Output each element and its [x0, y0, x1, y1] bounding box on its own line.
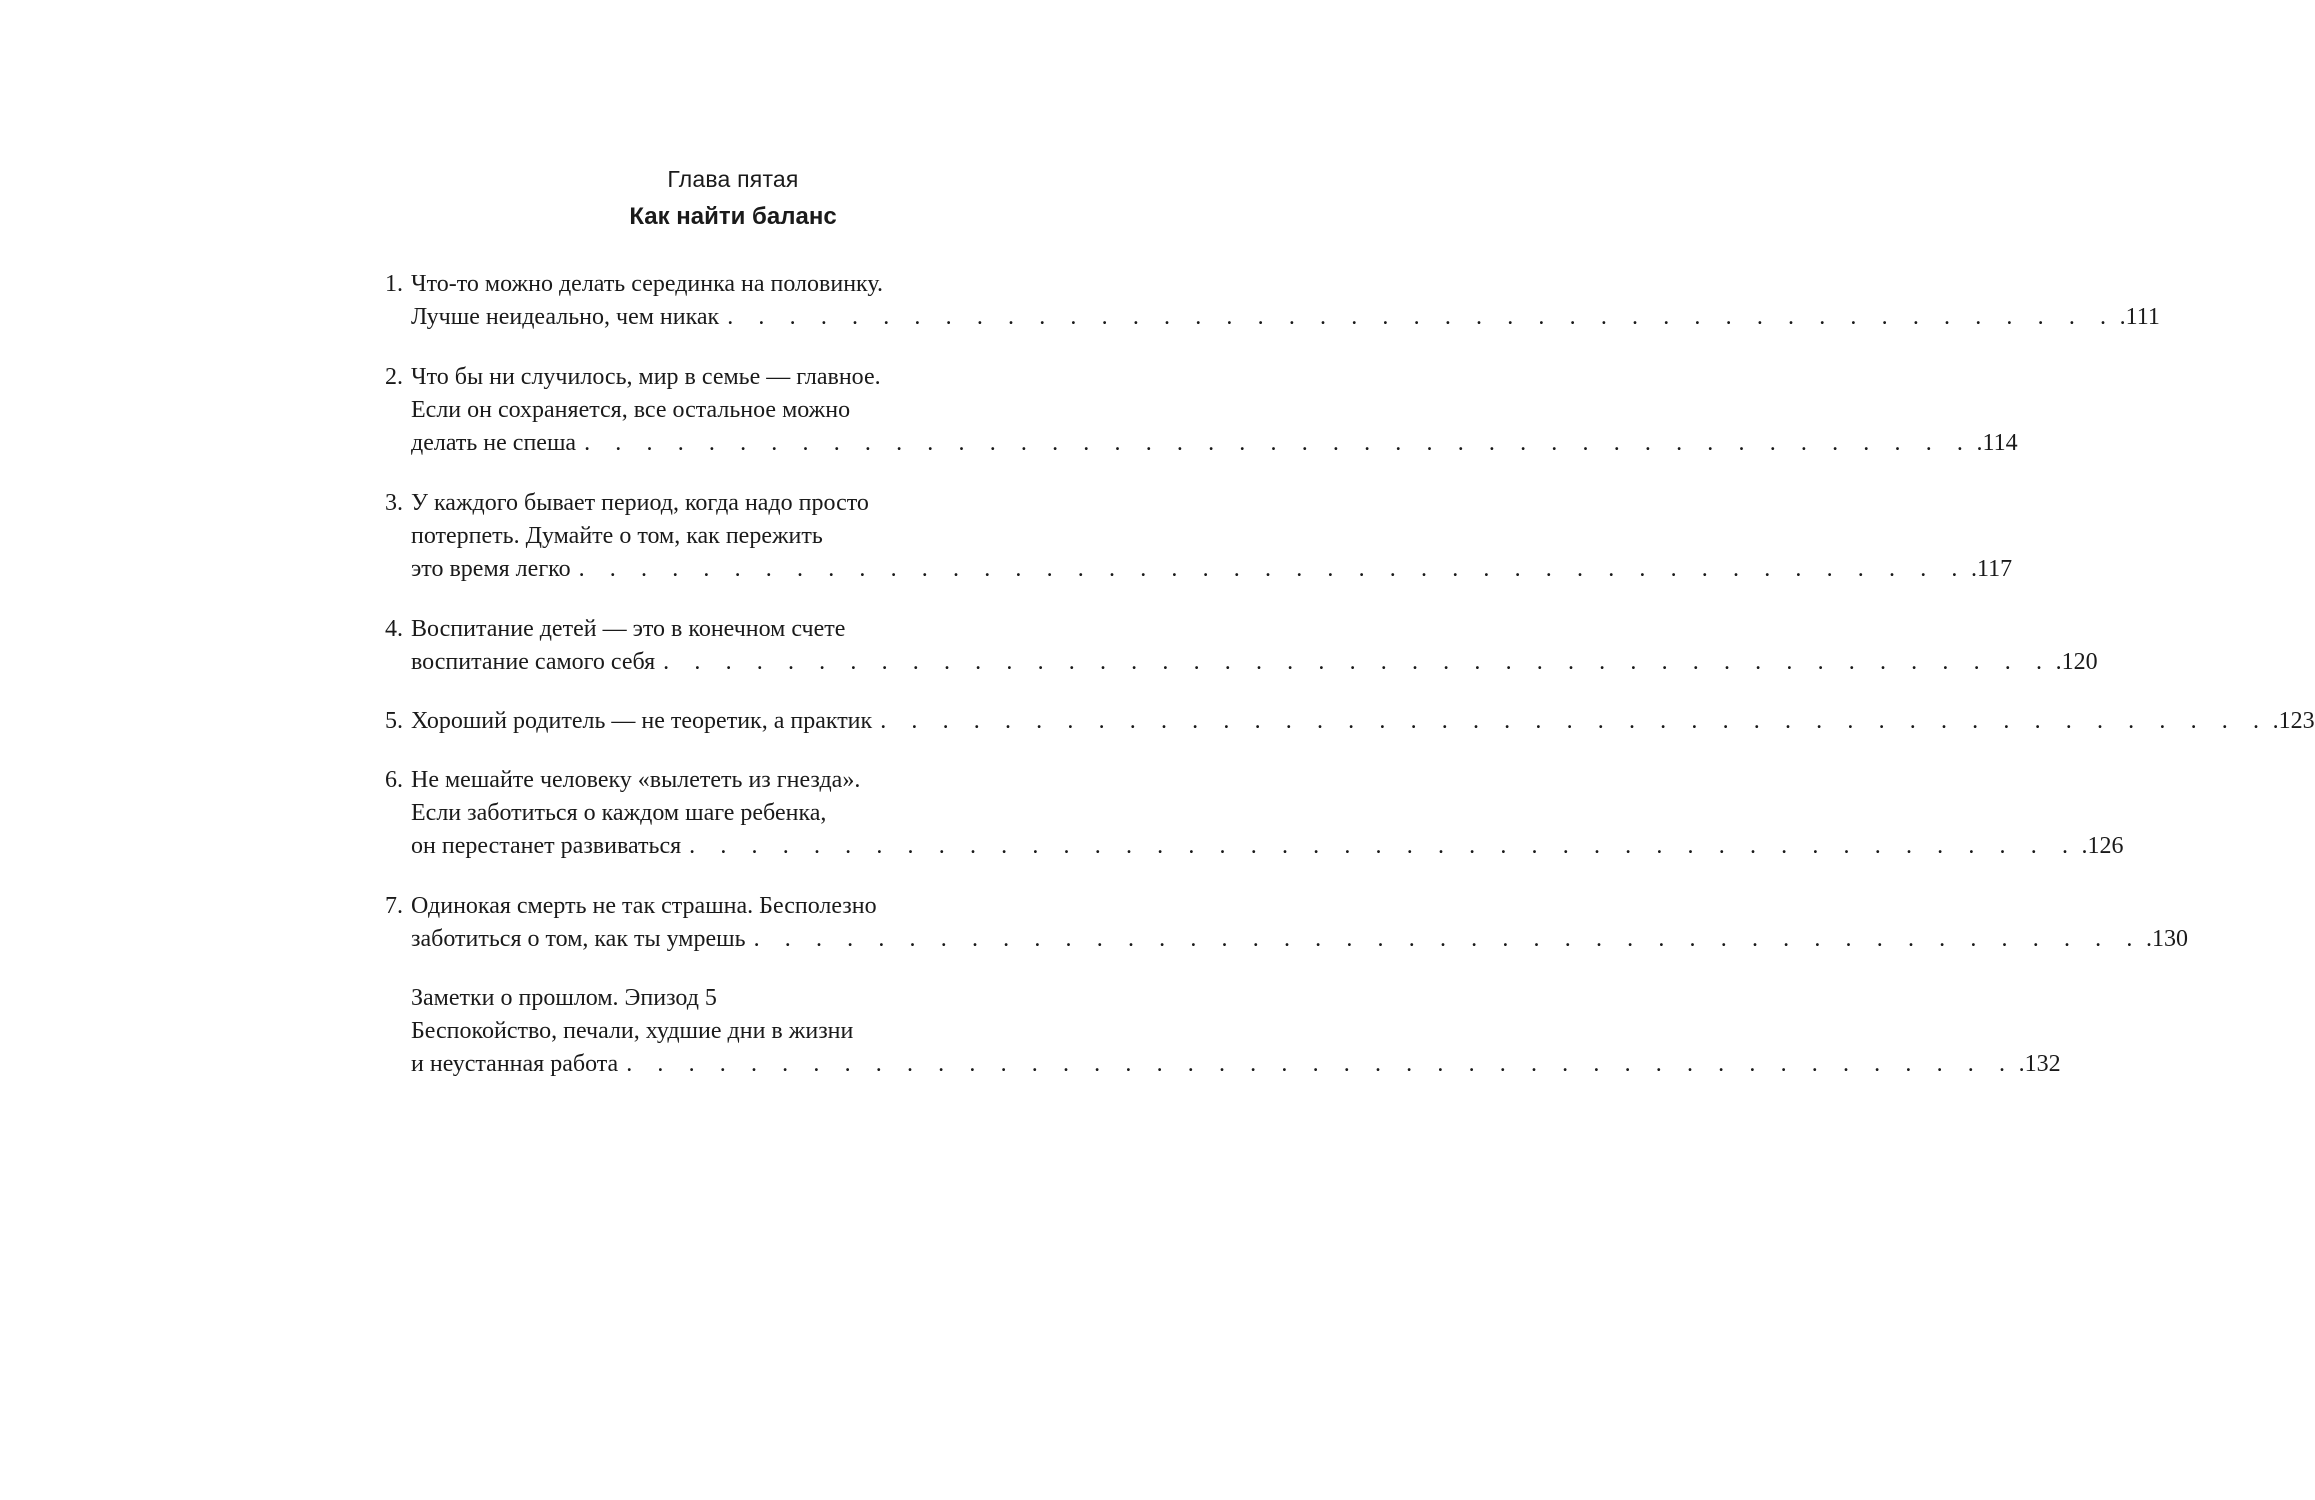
entry-line: Не мешайте человеку «вылететь из гнезда». — [411, 767, 861, 793]
entry-line: и неустанная работа — [411, 1051, 619, 1077]
page-number: .114 — [1976, 430, 2018, 456]
dot-leader: . . . . . . . . . . . . . . . . . . . . . . . . . . . . . . . . . . . . . . . . . . . . . — [689, 833, 2078, 859]
entry-line: Хороший родитель — не теоретик, а практик — [411, 708, 873, 734]
toc-entry — [385, 361, 2018, 460]
entry-line: воспитание самого себя — [411, 649, 656, 675]
entry-number: 7. — [385, 893, 403, 919]
dot-leader: . . . . . . . . . . . . . . . . . . . . . . . . . . . . . . . . . . . . . . . . . . . . . — [626, 1051, 2015, 1077]
entry-line: Воспитание детей — это в конечном счете — [411, 616, 846, 642]
toc-entry — [385, 613, 2098, 679]
entry-body — [411, 705, 2315, 738]
entry-number: 6. — [385, 767, 403, 793]
entry-line: делать не спеша — [411, 430, 577, 456]
dot-leader: . . . . . . . . . . . . . . . . . . . . . . . . . . . . . . . . . . . . . . . . . . . . . — [584, 430, 1973, 456]
entry-number: 2. — [385, 364, 403, 390]
entry-line: заботиться о том, как ты умрешь — [411, 926, 746, 952]
toc-entry — [385, 268, 2160, 334]
page-number: .123 — [2272, 708, 2315, 734]
entry-line: Беспокойство, печали, худшие дни в жизни — [411, 1018, 854, 1044]
entry-last-line — [411, 1048, 2061, 1081]
entry-body — [411, 764, 2124, 863]
entry-last-line — [411, 923, 2188, 956]
entry-number: 4. — [385, 616, 403, 642]
entry-line: У каждого бывает период, когда надо просто — [411, 490, 869, 516]
entry-body — [411, 268, 2160, 334]
entry-last-line — [411, 553, 2013, 586]
entry-last-line — [411, 427, 2018, 460]
entry-number: 5. — [385, 708, 403, 734]
toc-entry — [385, 487, 2013, 586]
toc-entry — [385, 705, 2315, 738]
entry-body — [411, 361, 2018, 460]
dot-leader: . . . . . . . . . . . . . . . . . . . . . . . . . . . . . . . . . . . . . . . . . . . . . — [880, 708, 2269, 734]
entry-line: Заметки о прошлом. Эпизод 5 — [411, 985, 717, 1011]
entry-line: Что бы ни случилось, мир в семье — главное. — [411, 364, 881, 390]
entry-last-line — [411, 705, 2315, 738]
entry-number: 3. — [385, 490, 403, 516]
chapter-title: Как найти баланс — [629, 203, 837, 230]
entry-line: Если он сохраняется, все остальное можно — [411, 397, 851, 423]
entry-body — [411, 613, 2098, 679]
entry-last-line — [411, 646, 2098, 679]
entry-last-line — [411, 830, 2124, 863]
page-number: .120 — [2055, 649, 2098, 675]
page-number: .126 — [2081, 833, 2124, 859]
entry-line: это время легко — [411, 556, 571, 582]
entry-line: он перестанет развиваться — [411, 833, 682, 859]
dot-leader: . . . . . . . . . . . . . . . . . . . . . . . . . . . . . . . . . . . . . . . . . . . . . — [663, 649, 2052, 675]
page-number: .132 — [2018, 1051, 2061, 1077]
toc-entry — [385, 982, 2061, 1081]
page-number: .111 — [2119, 304, 2160, 330]
entry-line: Что-то можно делать серединка на половинку. — [411, 271, 883, 297]
entry-last-line — [411, 301, 2160, 334]
entry-line: Лучше неидеально, чем никак — [411, 304, 720, 330]
entry-body — [411, 890, 2188, 956]
toc-entry — [385, 890, 2188, 956]
toc-entry — [385, 764, 2124, 863]
entry-number: 1. — [385, 271, 403, 297]
entry-body — [411, 487, 2013, 586]
entry-line: потерпеть. Думайте о том, как пережить — [411, 523, 823, 549]
dot-leader: . . . . . . . . . . . . . . . . . . . . . . . . . . . . . . . . . . . . . . . . . . . . . — [727, 304, 2116, 330]
entry-line: Если заботиться о каждом шаге ребенка, — [411, 800, 827, 826]
table-of-contents — [385, 268, 2315, 1108]
dot-leader: . . . . . . . . . . . . . . . . . . . . . . . . . . . . . . . . . . . . . . . . . . . . . — [578, 556, 1968, 582]
page-number: .130 — [2145, 926, 2188, 952]
chapter-label: Глава пятая — [667, 166, 799, 192]
page-number: .117 — [1971, 556, 2013, 582]
entry-body — [411, 982, 2061, 1081]
entry-line: Одинокая смерть не так страшна. Бесполезно — [411, 893, 877, 919]
dot-leader: . . . . . . . . . . . . . . . . . . . . . . . . . . . . . . . . . . . . . . . . . . . . . — [753, 926, 2142, 952]
